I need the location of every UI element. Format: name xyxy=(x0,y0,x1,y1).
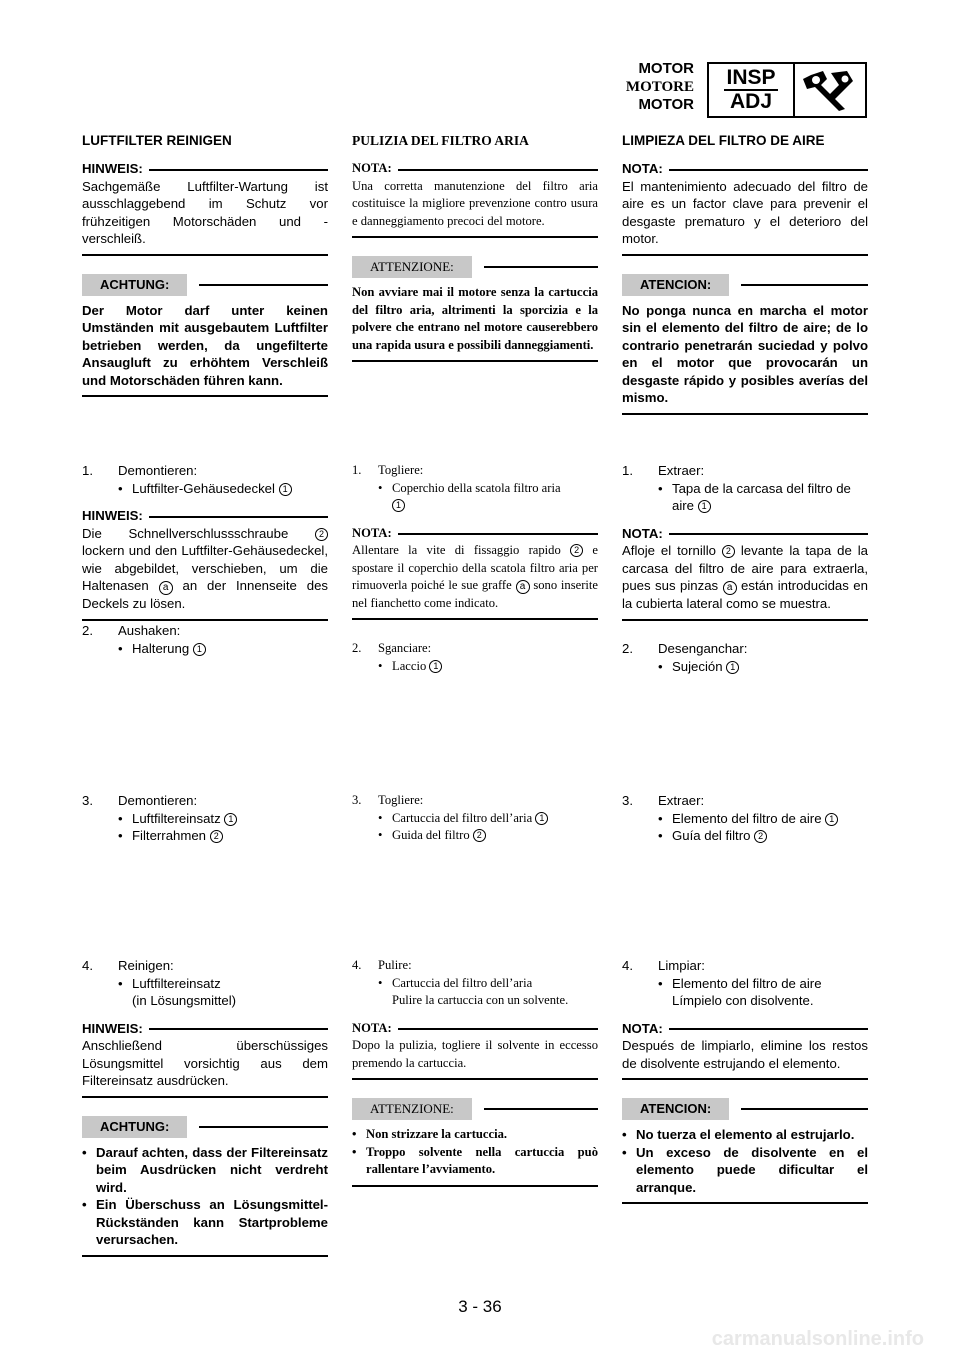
caution-text: Non avviare mai il motore senza la cartuccia del filtro aria, altrimenti la sporcizia e la polvere che entrano nel motore causerebbero una rapida usura e possibili danneggiamenti. xyxy=(352,285,598,352)
step-4-it: 4. Pulire: • Cartuccia del filtro dell’aria Pulire la cartuccia con un solvente. NOTA: Dopo la pulizia, togliere il solvente in eccesso premendo la cartuccia. ATTENZIONE: • Non strizzare la cartuccia. • Troppo solvente nella cartuccia può rallentare l’avviamento. xyxy=(352,957,598,1187)
caution-label: ACHTUNG: xyxy=(82,274,187,296)
step-3-de: 3. Demontieren: • Luftfiltereinsatz 1 • Filterrahmen 2 xyxy=(82,792,328,845)
caution-box-2: ATTENZIONE: • Non strizzare la cartuccia. • Troppo solvente nella cartuccia può rallentare l’avviamento. xyxy=(352,1098,598,1187)
note-heading: NOTA: xyxy=(352,160,598,178)
step-4-de: 4. Reinigen: • Luftfiltereinsatz (in Lösungsmittel) HINWEIS: Anschließend überschüssiges Lösungsmittel vorsichtig aus dem Filtereinsatz ausdrücken. ACHTUNG: • Darauf achten, dass der Filtereinsatz beim Ausdrücken nicht verdreht wird. • Ein Überschuss an Lösungsmittel-Rückständen kann Startprobleme verursachen. xyxy=(82,957,328,1257)
section-label-it: MOTORE xyxy=(625,79,694,95)
step-2-de: 2. Aushaken: • Halterung 1 xyxy=(82,622,328,657)
step-2-it: 2. Sganciare: • Laccio 1 xyxy=(352,640,598,675)
intro-note: Una corretta manutenzione del filtro aria costituisce la migliore prevenzione contro usura e danneggiamento precoci del motore. xyxy=(352,178,598,228)
section-labels xyxy=(626,60,694,114)
step-2-es: 2. Desenganchar: • Sujeción 1 xyxy=(622,641,748,674)
wrench-icon xyxy=(795,64,865,116)
step-3-it: 3. Togliere: • Cartuccia del filtro dell’aria 1 • Guida del filtro 2 xyxy=(352,792,598,845)
badge-adj: ADJ xyxy=(729,90,772,113)
section-title: LIMPIEZA DEL FILTRO DE AIRE xyxy=(622,133,825,148)
step-1-de: 1. Demontieren: • Luftfilter-Gehäusedeckel 1 HINWEIS: Die Schnellverschlussschraube 2 lockern und den Luftfilter-Gehäusedeckel, wie abgebildet, verschieben, um die Haltenasen a an der Innenseite des Deckels zu lösen. xyxy=(82,462,328,621)
section-label-de: MOTOR xyxy=(638,60,694,77)
intro-note: Sachgemäße Luftfilter-Wartung ist ausschlaggebend im Schutz vor frühzeitigen Motorschäden und -verschleiß. xyxy=(82,178,328,246)
insp-adj-badge xyxy=(707,62,867,118)
caution-box xyxy=(82,274,328,398)
caution-box xyxy=(622,274,868,415)
step-4-es: 4. Limpiar: • Elemento del filtro de aire Límpielo con disolvente. NOTA: Después de limpiarlo, elimine los restos de disolvente estrujando el elemento. ATENCION: • No tuerza el elemento al estrujarlo. • Un exceso de disolvente en el elemento puede dificultar el arranque. xyxy=(622,957,868,1204)
column-it xyxy=(352,132,598,362)
caution-box xyxy=(352,256,598,362)
note-heading: NOTA: xyxy=(622,160,868,178)
note-heading: HINWEIS: xyxy=(82,160,328,178)
step-1-es: 1. Extraer: • Tapa de la carcasa del filtro de aire 1 NOTA: Afloje el tornillo 2 levante la tapa de la carcasa del filtro de aire para extraerla, pues sus pinzas a están introducidas en la cubierta lateral como se muestra. xyxy=(622,462,868,621)
caution-box-2: ATENCION: • No tuerza el elemento al estrujarlo. • Un exceso de disolvente en el elemento puede dificultar el arranque. xyxy=(622,1098,868,1204)
watermark: carmanualsonline.info xyxy=(711,1328,924,1350)
caution-label: ATTENZIONE: xyxy=(352,256,472,278)
section-title: LUFTFILTER REINIGEN xyxy=(82,133,232,148)
caution-label: ATENCION: xyxy=(622,274,729,296)
column-de xyxy=(82,132,328,397)
caution-text: No ponga nunca en marcha el motor sin el elemento del filtro de aire; de lo contrario penetrarán suciedad y polvo en el motor que provocarán un desgaste rápido y posibles averías del mismo. xyxy=(622,302,868,405)
column-es xyxy=(622,132,868,415)
step-3-es: 3. Extraer: • Elemento del filtro de aire 1 • Guía del filtro 2 xyxy=(622,792,868,845)
intro-note: El mantenimiento adecuado del filtro de aire es un factor clave para prevenir el desgaste prematuro y el deterioro del motor. xyxy=(622,178,868,246)
badge-insp: INSP xyxy=(726,66,776,89)
section-title: PULIZIA DEL FILTRO ARIA xyxy=(352,133,529,148)
step-1-it: 1. Togliere: • Coperchio della scatola filtro aria 1 NOTA: Allentare la vite di fissaggio rapido 2 e spostare il coperchio della scatola filtro aria per rimuoverla poiché le sue graffe a sono inserite nel fianchetto come indicato. xyxy=(352,462,598,620)
page-number: 3 - 36 xyxy=(458,1297,502,1316)
caution-box-2: ACHTUNG: • Darauf achten, dass der Filtereinsatz beim Ausdrücken nicht verdreht wird. • Ein Überschuss an Lösungsmittel-Rückständen kann Startprobleme verursachen. xyxy=(82,1116,328,1257)
caution-text: Der Motor darf unter keinen Umständen mit ausgebautem Luftfilter betrieben werden, da ungefilterte Ansaugluft zu erhöhtem Verschleiß und Motorschäden führen kann. xyxy=(82,302,328,388)
section-label-es: MOTOR xyxy=(638,96,694,113)
